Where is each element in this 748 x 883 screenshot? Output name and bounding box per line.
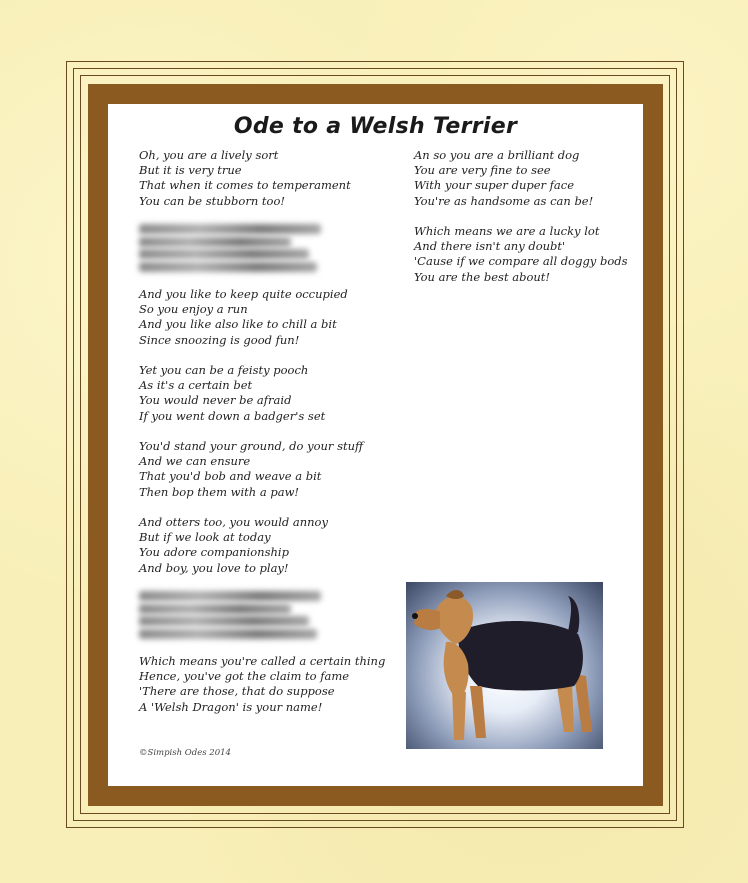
poem-line: Which means you're called a certain thing	[139, 653, 386, 668]
blurred-poem-line	[139, 629, 317, 639]
poem-line: 'Cause if we compare all doggy bods	[414, 254, 628, 269]
blurred-poem-line	[139, 616, 309, 626]
poem-left-column	[139, 148, 389, 730]
poem-line: So you enjoy a run	[139, 302, 248, 317]
poem-line: Since snoozing is good fun!	[139, 332, 300, 347]
blurred-poem-line	[139, 237, 291, 247]
poem-line: And you like to keep quite occupied	[139, 286, 348, 301]
poem-line: You are very fine to see	[414, 163, 551, 178]
poem-page	[108, 104, 643, 786]
poem-line: Hence, you've got the claim to fame	[139, 669, 350, 684]
welsh-terrier-photo	[406, 582, 603, 749]
copyright-text: ©Simpish Odes 2014	[139, 748, 231, 758]
dog-front-leg-far	[470, 686, 486, 738]
poem-right-column	[414, 148, 629, 300]
poem-line: Yet you can be a feisty pooch	[139, 362, 309, 377]
poem-stanza	[139, 363, 389, 424]
poem-line: Oh, you are a lively sort	[139, 148, 279, 162]
poem-line: You are the best about!	[414, 269, 551, 284]
poem-line: Which means we are a lucky lot	[414, 224, 600, 238]
poem-line: 'There are those, that do suppose	[139, 684, 335, 699]
poem-stanza	[139, 515, 389, 576]
blurred-poem-line	[139, 249, 309, 259]
poem-line: If you went down a badger's set	[139, 408, 326, 423]
poem-stanza	[139, 148, 389, 209]
poem-line: That you'd bob and weave a bit	[139, 469, 322, 484]
blurred-poem-line	[139, 224, 321, 234]
poem-stanza	[139, 287, 389, 348]
poem-line: You're as handsome as can be!	[414, 193, 594, 208]
blurred-poem-line	[139, 262, 317, 272]
dog-back-leg-far	[574, 674, 592, 732]
poem-line: An so you are a brilliant dog	[414, 148, 580, 162]
poem-line: You adore companionship	[139, 545, 289, 560]
blurred-poem-line	[139, 591, 321, 601]
poem-stanza	[139, 224, 389, 272]
dog-nose	[412, 613, 418, 619]
dog-muzzle	[414, 609, 440, 630]
poem-line: You would never be afraid	[139, 393, 292, 408]
poem-line: But it is very true	[139, 163, 242, 178]
poem-line: But if we look at today	[139, 530, 271, 545]
poem-stanza	[414, 148, 629, 209]
dog-body	[458, 621, 583, 691]
poem-stanza	[139, 591, 389, 639]
dog-illustration	[406, 582, 603, 749]
poem-stanza	[139, 654, 389, 715]
poem-line: And there isn't any doubt'	[414, 239, 566, 254]
poem-line: You'd stand your ground, do your stuff	[139, 438, 364, 453]
poem-title: Ode to a Welsh Terrier	[233, 114, 518, 139]
poem-stanza	[414, 224, 629, 285]
poem-line: And we can ensure	[139, 454, 251, 469]
dog-front-leg	[452, 690, 466, 740]
poem-line: And otters too, you would annoy	[139, 514, 328, 529]
poem-line: And boy, you love to play!	[139, 560, 289, 575]
blurred-poem-line	[139, 604, 291, 614]
poem-line: With your super duper face	[414, 178, 575, 193]
poem-line: And you like also like to chill a bit	[139, 317, 337, 332]
poem-line: A 'Welsh Dragon' is your name!	[139, 699, 323, 714]
poem-line: As it's a certain bet	[139, 378, 253, 393]
poem-line: That when it comes to temperament	[139, 178, 351, 193]
poem-line: Then bop them with a paw!	[139, 484, 300, 499]
poem-line: You can be stubborn too!	[139, 193, 285, 208]
poem-stanza	[139, 439, 389, 500]
